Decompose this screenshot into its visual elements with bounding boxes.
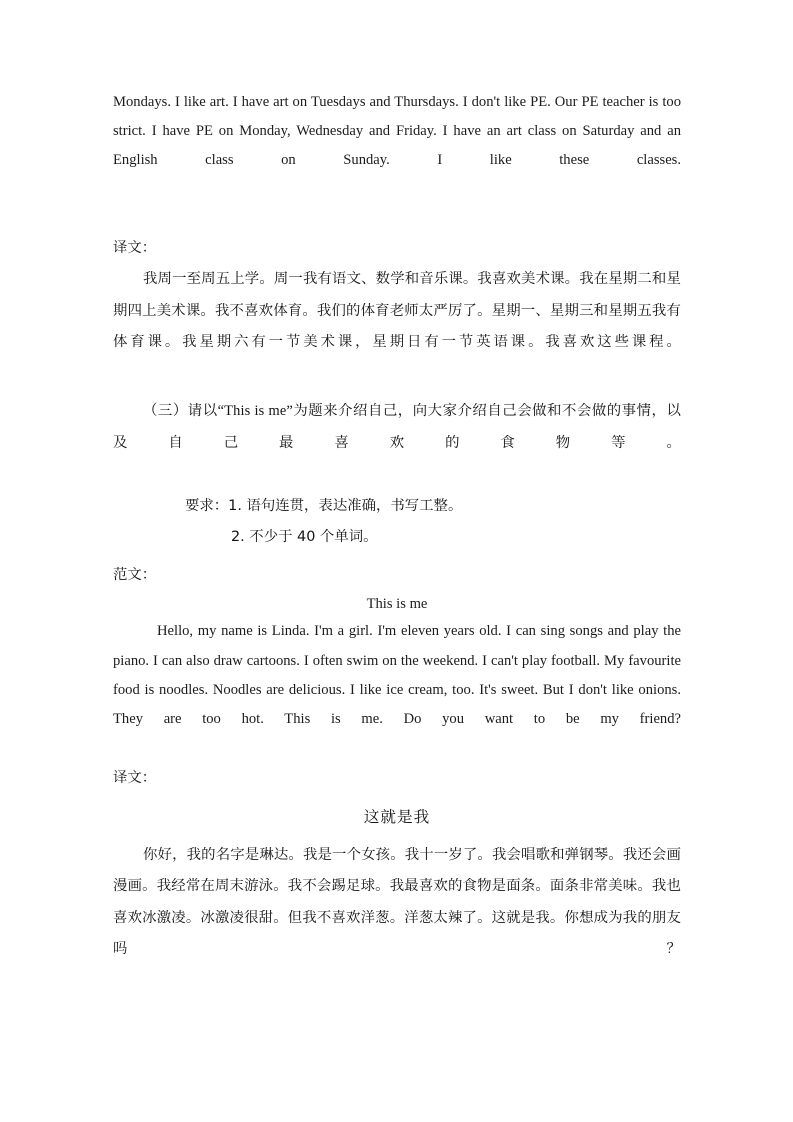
question-three-quoted-title: “This is me” — [217, 403, 293, 420]
english-passage-continuation: Mondays. I like art. I have art on Tuesdays and Thursdays. I don't like PE. Our PE teacher is too strict. I have PE on Monday, Wednesday and Friday. I have an art class on Saturday and an English class on Sunday. I like these classes. — [113, 94, 681, 169]
question-three-suffix: 为题来介绍自己，向大家介绍自己会做和不会做的事情，以及自己最喜欢的食物等。 — [113, 403, 681, 451]
translation-label-first: 译文： — [113, 239, 157, 256]
translation-body-first: 我周一至周五上学。周一我有语文、数学和音乐课。我喜欢美术课。我在星期二和星期四上美术课。我不喜欢体育。我们的体育老师太严厉了。星期一、星期三和星期五我有体育课。我星期六有一节美术课，星期日有一节英语课。我喜欢这些课程。 — [113, 271, 682, 351]
sample-essay-body-chinese: 你好，我的名字是琳达。我是一个女孩。我十一岁了。我会唱歌和弹钢琴。我还会画漫画。我经常在周末游泳。我不会踢足球。我最喜欢的食物是面条。面条非常美味。我也喜欢冰激凌。冰激凌很甜。但我不喜欢洋葱。洋葱太辣了。这就是我。你想成为我的朋友吗？ — [113, 846, 682, 958]
sample-essay-label: 范文： — [113, 566, 157, 583]
sample-essay-title-english: This is me — [366, 596, 428, 613]
sample-essay-body-english: Hello, my name is Linda. I'm a girl. I'm eleven years old. I can sing songs and play the piano. I can also draw cartoons. I often swim on the weekend. I can't play football. My favourite food is noodles. Noodles are delicious. I like ice cream, too. It's sweet. But I don't like onions. They are too hot. This is me. Do you want to be my friend? — [113, 623, 681, 727]
sample-essay-title-chinese: 这就是我 — [363, 807, 431, 826]
requirement-item-2: 2. 不少于 40 个单词。 — [231, 529, 378, 546]
spacer — [113, 205, 681, 233]
question-three-prompt — [113, 396, 681, 491]
requirement-item-1: 要求：1. 语句连贯，表达准确，书写工整。 — [185, 497, 463, 514]
page-content-area — [113, 88, 681, 997]
question-three-prefix: （三）请以 — [143, 403, 218, 420]
translation-label-second: 译文： — [113, 770, 157, 787]
